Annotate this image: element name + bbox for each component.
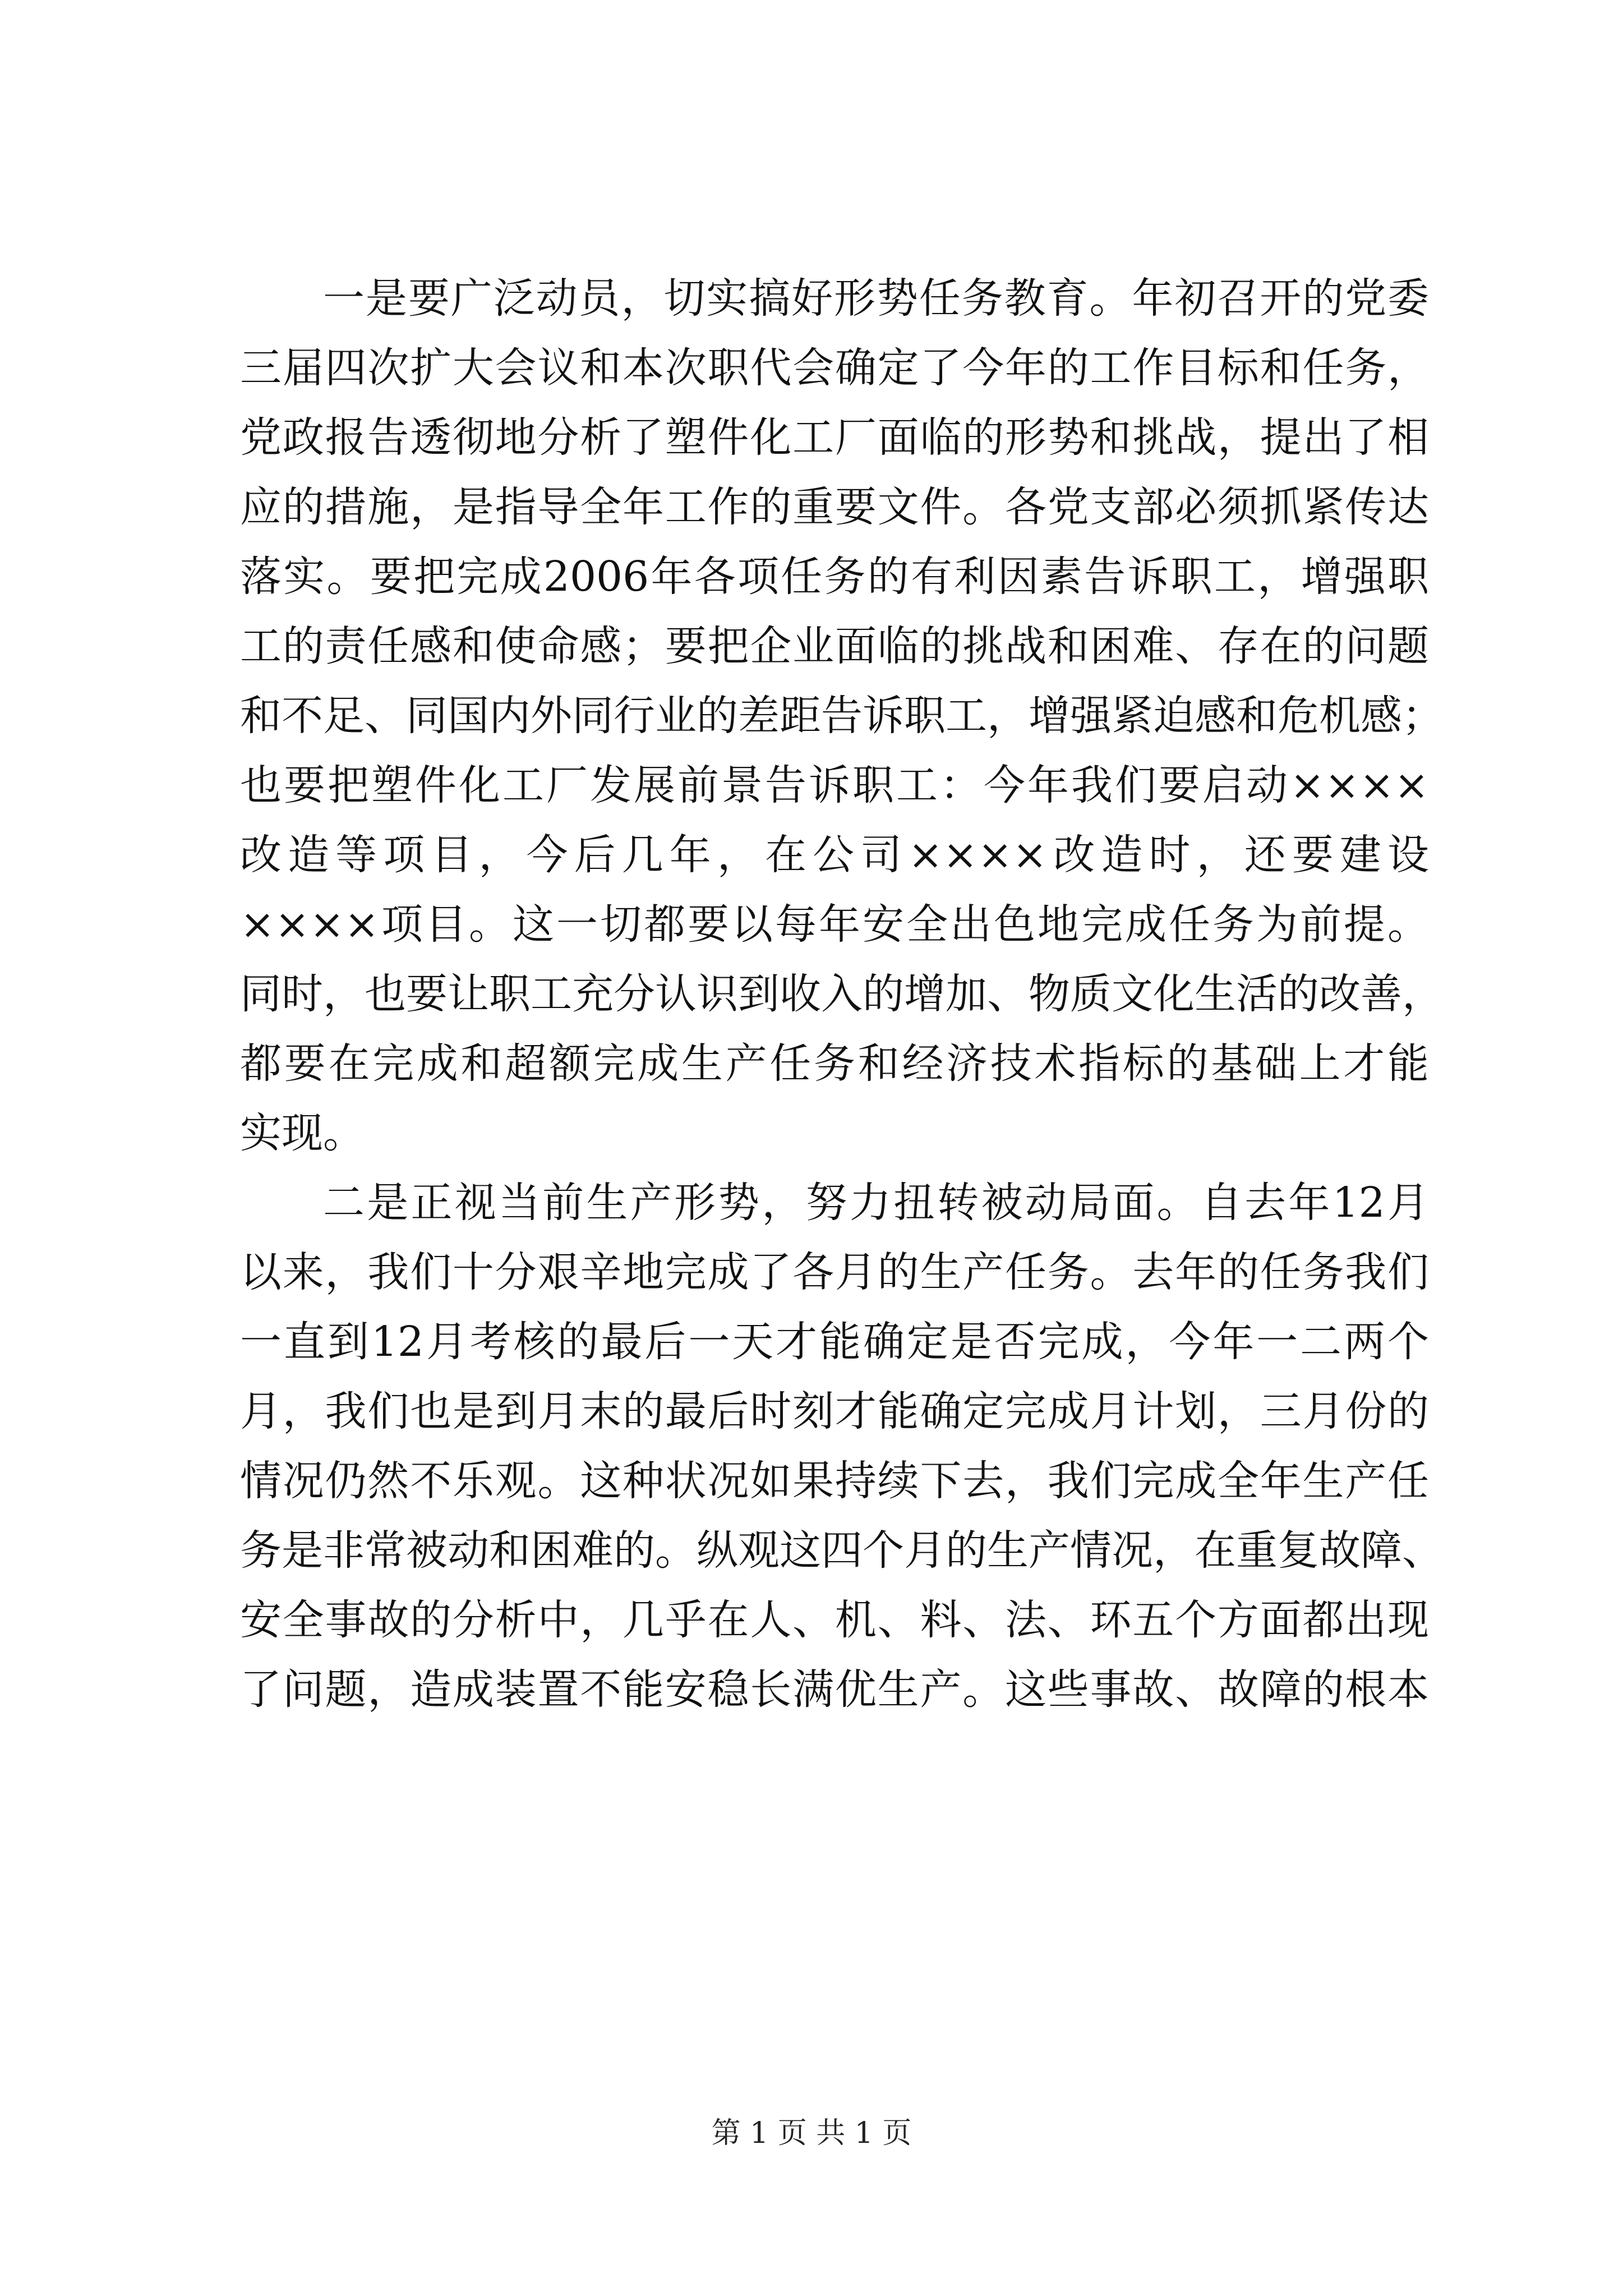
paragraph-1-line-12: 都要在完成和超额完成生产任务和经济技术指标的基础上才能 bbox=[240, 1039, 1429, 1088]
paragraph-1-line-10: ××××项目。这一切都要以每年安全出色地完成任务为前提。 bbox=[240, 900, 1429, 949]
page-footer bbox=[0, 2109, 1623, 2151]
paragraph-1-line-5: 落实。要把完成2006年各项任务的有利因素告诉职工，增强职 bbox=[240, 553, 1429, 601]
paragraph-1-line-13: 实现。 bbox=[240, 1109, 365, 1157]
paragraph-2-line-7: 安全事故的分析中，几乎在人、机、料、法、环五个方面都出现 bbox=[240, 1596, 1429, 1644]
page-number-label: 第 1 页 共 1 页 bbox=[711, 2116, 912, 2150]
paragraph-1-line-8: 也要把塑件化工厂发展前景告诉职工：今年我们要启动×××× bbox=[240, 761, 1429, 809]
paragraph-2-line-6: 务是非常被动和困难的。纵观这四个月的生产情况，在重复故障、 bbox=[240, 1526, 1444, 1575]
document-body bbox=[240, 264, 1444, 1724]
paragraph-2-line-2: 以来，我们十分艰辛地完成了各月的生产任务。去年的任务我们 bbox=[240, 1248, 1429, 1296]
paragraph-1-line-4: 应的措施，是指导全年工作的重要文件。各党支部必须抓紧传达 bbox=[240, 483, 1429, 531]
paragraph-2-line-3: 一直到12月考核的最后一天才能确定是否完成，今年一二两个 bbox=[240, 1318, 1429, 1366]
paragraph-2-line-1: 二是正视当前生产形势，努力扭转被动局面。自去年12月 bbox=[323, 1179, 1429, 1227]
paragraph-1-line-3: 党政报告透彻地分析了塑件化工厂面临的形势和挑战，提出了相 bbox=[240, 413, 1429, 462]
paragraph-1-line-1: 一是要广泛动员，切实搞好形势任务教育。年初召开的党委 bbox=[323, 274, 1429, 323]
paragraph-2-line-8: 了问题，造成装置不能安稳长满优生产。这些事故、故障的根本 bbox=[240, 1665, 1429, 1714]
paragraph-1-line-6: 工的责任感和使命感；要把企业面临的挑战和困难、存在的问题 bbox=[240, 622, 1429, 670]
paragraph-2-line-4: 月，我们也是到月末的最后时刻才能确定完成月计划，三月份的 bbox=[240, 1387, 1429, 1435]
paragraph-1-line-11: 同时，也要让职工充分认识到收入的增加、物质文化生活的改善， bbox=[240, 970, 1444, 1018]
paragraph-1-line-9: 改造等项目，今后几年，在公司××××改造时，还要建设 bbox=[240, 831, 1429, 879]
paragraph-2-line-5: 情况仍然不乐观。这种状况如果持续下去，我们完成全年生产任 bbox=[240, 1457, 1429, 1505]
paragraph-1-line-2: 三届四次扩大会议和本次职代会确定了今年的工作目标和任务， bbox=[240, 344, 1429, 392]
paragraph-1-line-7: 和不足、同国内外同行业的差距告诉职工，增强紧迫感和危机感； bbox=[240, 692, 1444, 740]
